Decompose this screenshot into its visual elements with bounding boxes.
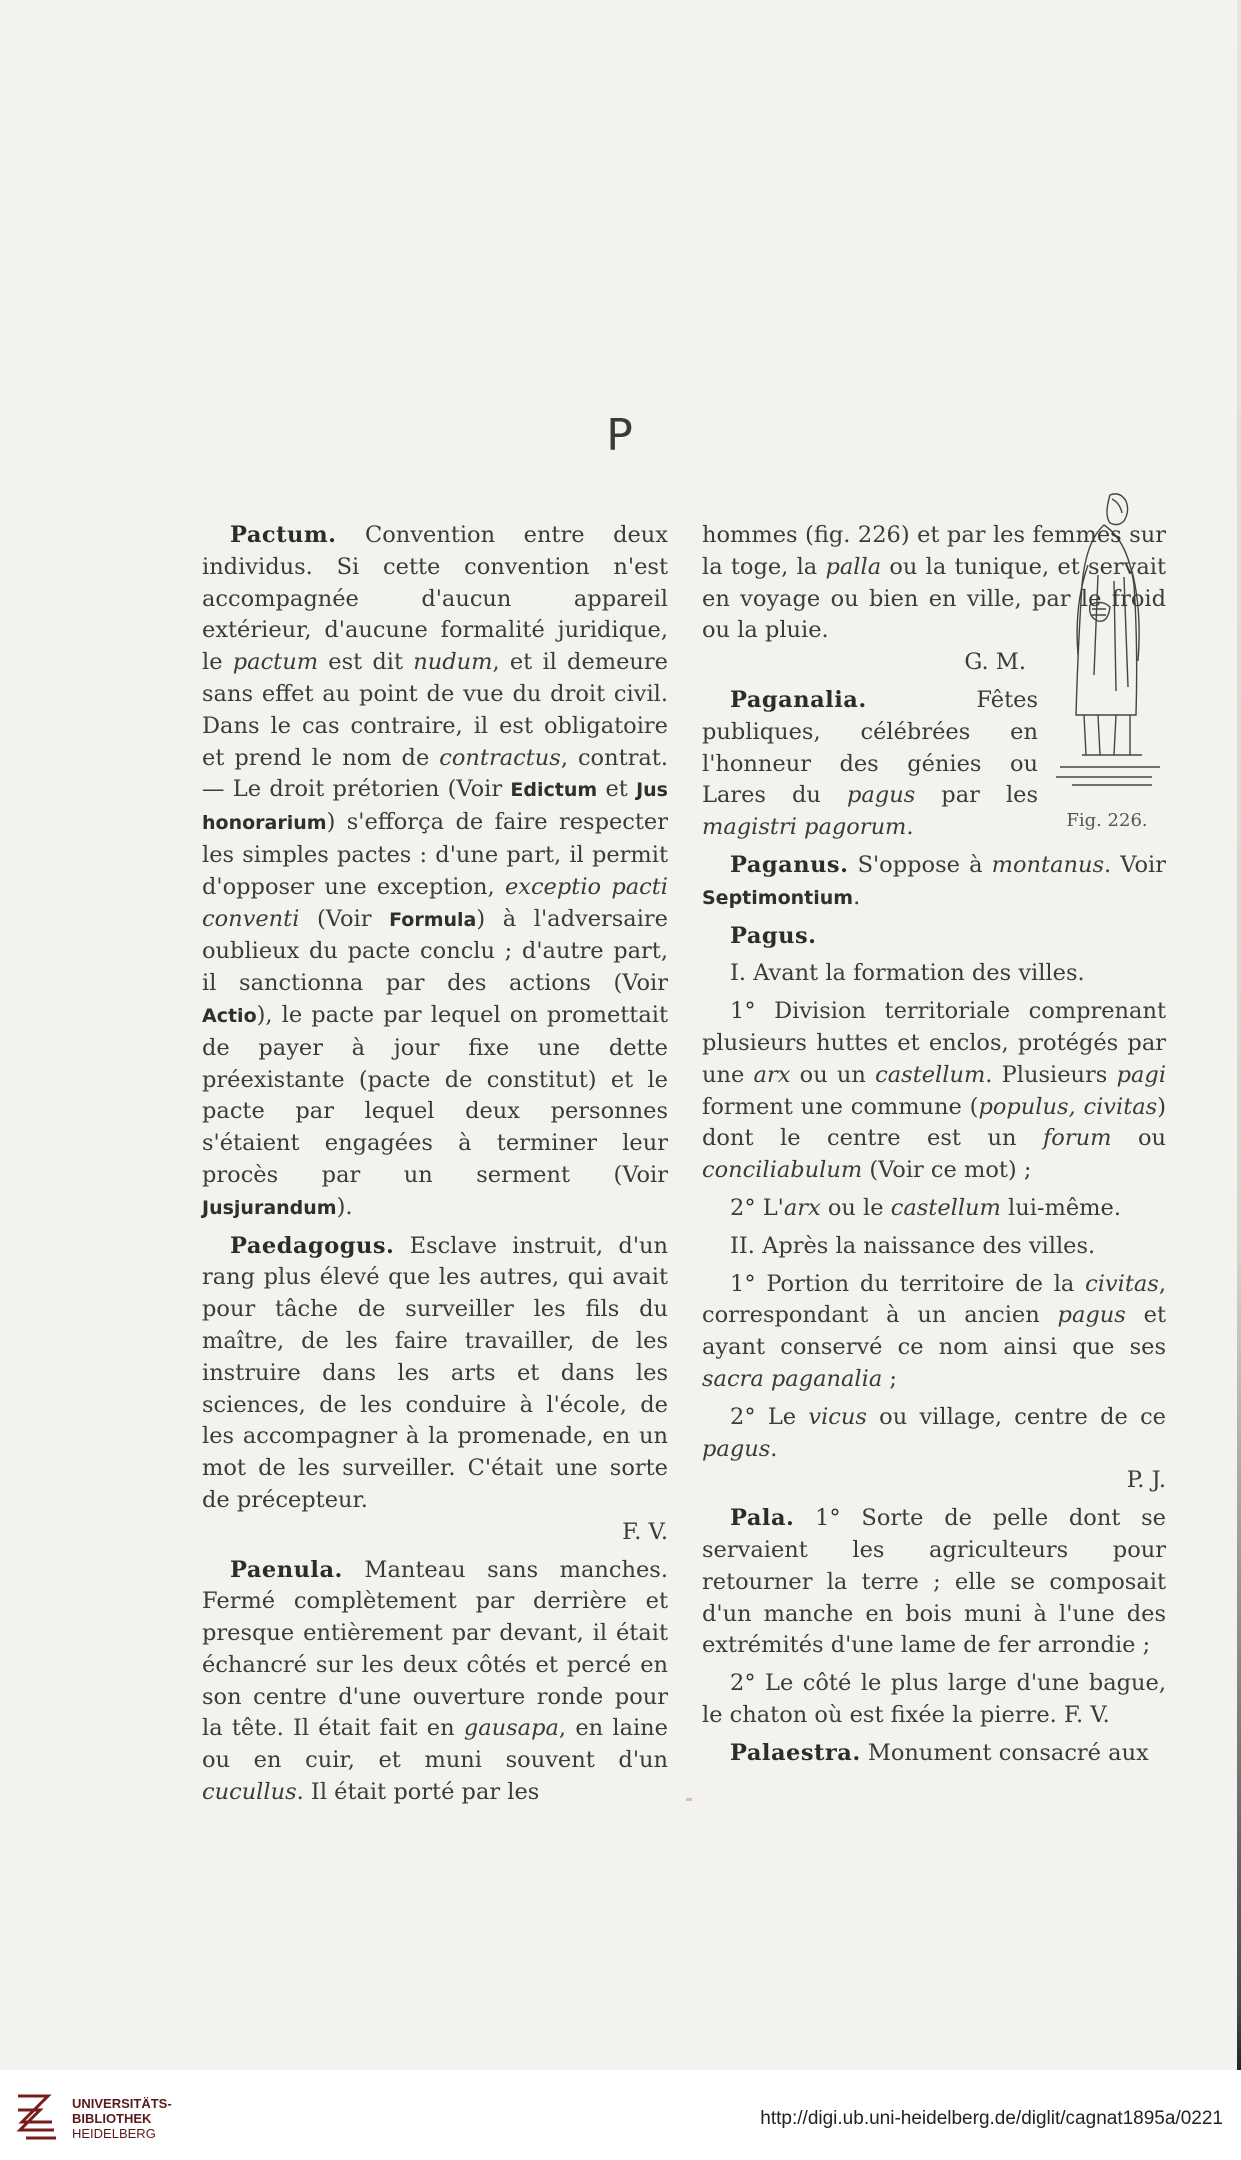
entry-text: lui-même.	[1000, 1194, 1121, 1221]
entry-palaestra	[702, 1738, 1166, 1770]
entry-pactum	[202, 520, 668, 1225]
italic-term: contractus	[439, 744, 561, 771]
italic-term: palla	[825, 553, 882, 580]
headword-palaestra: Palaestra.	[730, 1739, 861, 1766]
signature: G. M.	[964, 649, 1026, 676]
italic-term: populus, civitas	[978, 1093, 1158, 1120]
headword-pagus: Pagus.	[730, 922, 817, 949]
entry-text: ou village, centre de ce	[866, 1403, 1166, 1430]
pagus-section-1: I. Avant la formation des villes.	[730, 960, 1085, 987]
pala-para-2	[702, 1668, 1166, 1732]
cross-reference: Formula	[389, 908, 477, 931]
entry-text: et ayant conservé ce nom ainsi que ses	[702, 1302, 1166, 1361]
italic-term: forum	[1042, 1125, 1112, 1152]
entry-text: (Voir	[299, 905, 390, 932]
italic-term: pactum	[232, 649, 319, 676]
pagus-para-2	[702, 1193, 1166, 1225]
headword-pactum: Pactum.	[230, 522, 337, 548]
italic-term: castellum	[875, 1061, 986, 1088]
entry-text: (Voir ce mot) ;	[862, 1157, 1032, 1184]
italic-term: montanus	[991, 851, 1105, 878]
permalink-url[interactable]: http://digi.ub.uni-heidelberg.de/diglit/cagnat1895a/0221	[760, 2108, 1223, 2129]
entry-text: 2° Le	[730, 1403, 809, 1430]
entry-pala	[702, 1503, 1166, 1662]
entry-text: Manteau sans manches. Fermé complètement par derrière et presque entièrement par devant, il était échancré sur les deux côtés et percé en son centre d'une ouverture ronde pour la tête. Il était fait en	[202, 1556, 668, 1742]
headword-paedagogus: Paedagogus.	[230, 1232, 395, 1259]
signature: F. V.	[1063, 1701, 1110, 1728]
entry-text: Convention entre deux individus. Si cette convention n'est accompagnée d'aucun appareil extérieur, d'aucune formalité juridique, le	[202, 522, 668, 676]
italic-term: vicus	[808, 1403, 867, 1430]
pagus-para-1	[702, 996, 1166, 1187]
entry-text: Monument consacré aux	[860, 1739, 1149, 1766]
entry-text: et	[597, 776, 637, 803]
italic-term: pagus	[1057, 1302, 1126, 1329]
italic-term: pagi	[1116, 1061, 1167, 1088]
entry-text: Fêtes publiques, célébrées en l'honneur des génies ou Lares du	[702, 686, 1038, 809]
pagus-para-3	[702, 1269, 1166, 1396]
entry-pagus	[702, 921, 1166, 953]
headword-paenula: Paenula.	[230, 1556, 343, 1583]
entry-text: ).	[336, 1193, 353, 1220]
institution-name	[72, 2096, 172, 2141]
entry-text: ), le pacte par lequel on promettait de payer à jour fixe une dette préexistante (pacte de constitut) et le pacte par lequel deux personnes s'étaient engagées à terminer leur procès par un serment (Voir	[202, 1001, 668, 1188]
entry-text: .	[906, 814, 914, 841]
entry-paedagogus	[202, 1231, 668, 1549]
italic-term: magistri pagorum	[702, 814, 907, 841]
entry-text: ) dont le centre est un	[702, 1093, 1166, 1152]
entry-text: , et il demeure sans effet au point de vue du droit civil. Dans le cas contraire, il est obligatoire et prend le nom de	[202, 649, 668, 771]
entry-text: ou un	[790, 1061, 876, 1088]
italic-term: cucullus	[202, 1779, 297, 1806]
entry-text: est dit	[318, 649, 414, 676]
entry-text: 2° L'	[730, 1194, 784, 1221]
italic-term: civitas	[1085, 1270, 1159, 1297]
institution-line: HEIDELBERG	[72, 2126, 156, 2141]
pagus-section-2: II. Après la naissance des villes.	[730, 1232, 1096, 1259]
entry-text: 1° Division territoriale comprenant plusieurs huttes et enclos, protégés par une	[702, 998, 1166, 1088]
entry-text: . Il était porté par les	[296, 1779, 540, 1806]
right-column	[702, 520, 1166, 1775]
italic-term: sacra paganalia	[702, 1365, 883, 1392]
headword-paganus: Paganus.	[730, 851, 849, 878]
entry-text: ) à l'adversaire oublieux du pacte conclu ; d'autre part, il sanctionna par des actions (Voir	[202, 905, 668, 997]
entry-text: 1° Portion du territoire de la	[730, 1270, 1086, 1297]
entry-paenula	[202, 1555, 668, 1809]
library-logo-icon	[12, 2086, 64, 2148]
italic-term: pagus	[846, 782, 916, 809]
signature: P. J.	[1126, 1467, 1166, 1494]
section-letter: P	[606, 410, 635, 461]
cross-reference: Actio	[202, 1004, 257, 1027]
entry-paganus	[702, 850, 1166, 915]
entry-text: , en laine ou en cuir, et muni souvent d'un	[202, 1715, 668, 1774]
headword-pala: Pala.	[730, 1505, 795, 1532]
entry-text: ;	[882, 1365, 897, 1392]
italic-term: arx	[783, 1194, 821, 1221]
entry-text: S'oppose à	[848, 851, 992, 878]
entry-text: hommes (fig. 226) et par les femmes sur la toge, la	[702, 522, 1166, 580]
italic-term: exceptio pacti conventi	[202, 873, 668, 932]
entry-text: , contrat. — Le droit prétorien (Voir	[202, 744, 668, 803]
entry-text: 2° Le côté le plus large d'une bague, le chaton où est fixée la pierre.	[702, 1670, 1166, 1728]
italic-term: gausapa	[463, 1715, 559, 1742]
cross-reference: Jus honorarium	[202, 779, 668, 835]
page-edge-shadow	[1237, 0, 1241, 2070]
entry-text: .	[853, 883, 861, 910]
figure-caption: Fig. 226.	[1066, 809, 1148, 831]
cross-reference: Septimontium	[702, 886, 854, 909]
institution-line: UNIVERSITÄTS-	[72, 2096, 172, 2111]
entry-text: Esclave instruit, d'un rang plus élevé que les autres, qui avait pour tâche de surveiller les fils du maître, de les faire travailler, de les instruire dans les arts et dans les sciences, de les conduire à l'école, de les accompagner à la promenade, en un mot de les surveiller. C'était une sorte de précepteur.	[202, 1232, 668, 1513]
italic-term: castellum	[890, 1194, 1001, 1221]
italic-term: conciliabulum	[702, 1157, 863, 1184]
signature: F. V.	[622, 1518, 668, 1545]
pagus-para-4	[702, 1402, 1166, 1497]
entry-text: ou le	[820, 1194, 891, 1221]
italic-term: pagus	[702, 1435, 771, 1462]
headword-paganalia: Paganalia.	[730, 686, 867, 713]
entry-text: ) s'efforça de faire respecter les simples pactes : d'une part, il permit d'opposer une exception,	[202, 809, 668, 900]
left-column	[202, 520, 668, 1815]
entry-text: .	[770, 1435, 778, 1462]
italic-term: nudum	[413, 649, 493, 676]
entry-text: . Voir	[1104, 851, 1166, 878]
cross-reference: Edictum	[510, 779, 598, 802]
italic-term: arx	[753, 1061, 791, 1088]
scan-speck	[686, 1798, 692, 1801]
cross-reference: Jusjurandum	[202, 1196, 337, 1219]
entry-text: ou	[1111, 1125, 1166, 1152]
entry-text: par les	[915, 782, 1038, 809]
entry-text: . Plusieurs	[985, 1061, 1117, 1088]
institution-line: BIBLIOTHEK	[72, 2111, 152, 2126]
entry-text: ou la tunique, et servait en voyage ou bien en ville, par le froid ou la pluie.	[702, 553, 1167, 644]
entry-text: 1° Sorte de pelle dont se servaient les agriculteurs pour retourner la terre ; elle se composait d'un manche en bois muni à l'une des extrémités d'une lame de fer arrondie ;	[702, 1505, 1166, 1659]
entry-text: forment une commune (	[702, 1093, 979, 1120]
entry-text: , correspondant à un ancien	[702, 1270, 1166, 1329]
